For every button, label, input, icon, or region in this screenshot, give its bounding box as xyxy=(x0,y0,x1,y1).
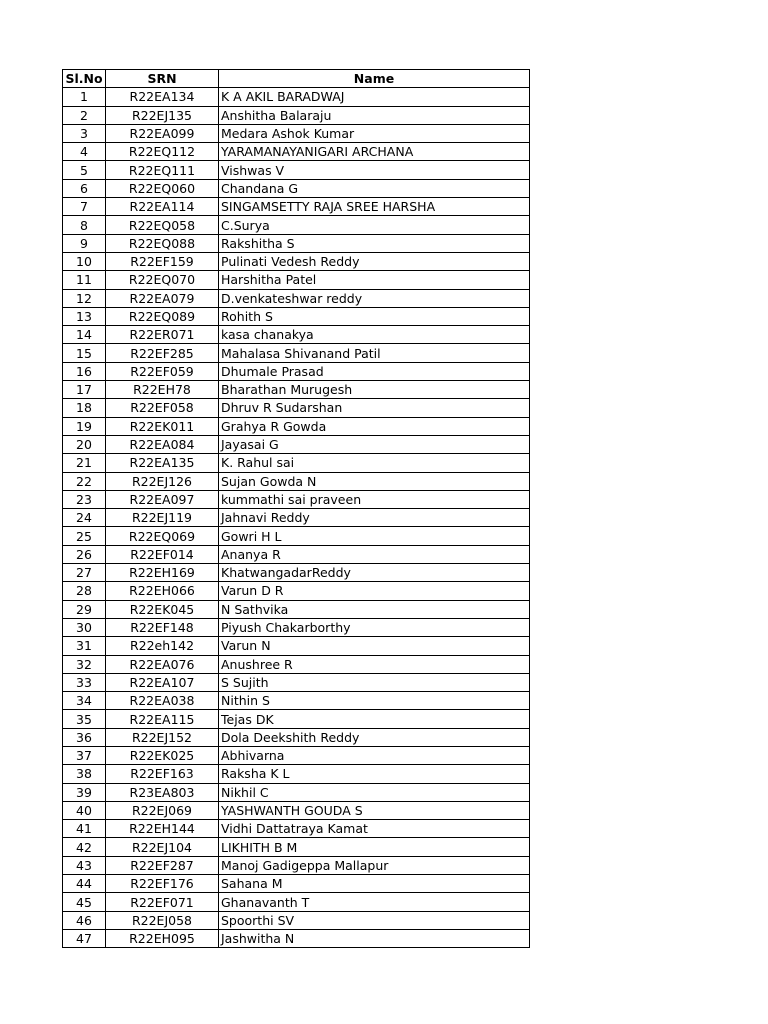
cell-slno: 29 xyxy=(63,600,106,618)
table-row xyxy=(63,252,530,270)
table-row xyxy=(63,545,530,563)
cell-slno: 17 xyxy=(63,381,106,399)
cell-name: Grahya R Gowda xyxy=(219,417,530,435)
cell-name: SINGAMSETTY RAJA SREE HARSHA xyxy=(219,198,530,216)
cell-name: Jayasai G xyxy=(219,435,530,453)
table-row xyxy=(63,655,530,673)
cell-slno: 44 xyxy=(63,875,106,893)
cell-srn: R22EH78 xyxy=(106,381,219,399)
cell-slno: 40 xyxy=(63,801,106,819)
student-table xyxy=(62,69,530,948)
cell-slno: 7 xyxy=(63,198,106,216)
cell-srn: R22EJ152 xyxy=(106,728,219,746)
cell-srn: R22EF071 xyxy=(106,893,219,911)
cell-name: Ananya R xyxy=(219,545,530,563)
header-name: Name xyxy=(219,70,530,88)
cell-slno: 42 xyxy=(63,838,106,856)
cell-name: Harshitha Patel xyxy=(219,271,530,289)
table-row xyxy=(63,929,530,947)
cell-name: Jahnavi Reddy xyxy=(219,509,530,527)
table-row xyxy=(63,271,530,289)
cell-slno: 39 xyxy=(63,783,106,801)
cell-name: Vishwas V xyxy=(219,161,530,179)
cell-slno: 24 xyxy=(63,509,106,527)
cell-slno: 31 xyxy=(63,637,106,655)
cell-srn: R22EJ135 xyxy=(106,106,219,124)
cell-srn: R22EA134 xyxy=(106,88,219,106)
cell-name: Varun N xyxy=(219,637,530,655)
header-row xyxy=(63,70,530,88)
cell-srn: R22EA038 xyxy=(106,692,219,710)
table-row xyxy=(63,216,530,234)
cell-srn: R22EK011 xyxy=(106,417,219,435)
cell-srn: R22EQ088 xyxy=(106,234,219,252)
cell-slno: 12 xyxy=(63,289,106,307)
cell-name: Bharathan Murugesh xyxy=(219,381,530,399)
cell-slno: 1 xyxy=(63,88,106,106)
cell-srn: R22EJ126 xyxy=(106,472,219,490)
table-row xyxy=(63,728,530,746)
cell-slno: 33 xyxy=(63,673,106,691)
table-row xyxy=(63,509,530,527)
cell-name: LIKHITH B M xyxy=(219,838,530,856)
cell-name: Raksha K L xyxy=(219,765,530,783)
cell-slno: 30 xyxy=(63,618,106,636)
cell-srn: R22EH144 xyxy=(106,820,219,838)
cell-srn: R22EA135 xyxy=(106,454,219,472)
cell-srn: R22EQ112 xyxy=(106,143,219,161)
table-row xyxy=(63,618,530,636)
cell-slno: 8 xyxy=(63,216,106,234)
table-row xyxy=(63,637,530,655)
table-row xyxy=(63,88,530,106)
cell-slno: 6 xyxy=(63,179,106,197)
table-row xyxy=(63,673,530,691)
cell-name: kasa chanakya xyxy=(219,326,530,344)
cell-name: D.venkateshwar reddy xyxy=(219,289,530,307)
cell-name: Rakshitha S xyxy=(219,234,530,252)
cell-slno: 38 xyxy=(63,765,106,783)
cell-name: Dola Deekshith Reddy xyxy=(219,728,530,746)
table-row xyxy=(63,564,530,582)
table-row xyxy=(63,106,530,124)
table-body xyxy=(63,88,530,948)
cell-name: K A AKIL BARADWAJ xyxy=(219,88,530,106)
cell-name: Pulinati Vedesh Reddy xyxy=(219,252,530,270)
cell-srn: R22EF163 xyxy=(106,765,219,783)
cell-slno: 36 xyxy=(63,728,106,746)
cell-srn: R22EA084 xyxy=(106,435,219,453)
cell-srn: R22EQ070 xyxy=(106,271,219,289)
cell-srn: R22EH169 xyxy=(106,564,219,582)
cell-name: Vidhi Dattatraya Kamat xyxy=(219,820,530,838)
table-row xyxy=(63,344,530,362)
cell-name: Sujan Gowda N xyxy=(219,472,530,490)
cell-srn: R22EA107 xyxy=(106,673,219,691)
cell-slno: 26 xyxy=(63,545,106,563)
table-row xyxy=(63,856,530,874)
cell-slno: 34 xyxy=(63,692,106,710)
cell-srn: R22EJ069 xyxy=(106,801,219,819)
cell-srn: R22EH066 xyxy=(106,582,219,600)
cell-slno: 23 xyxy=(63,490,106,508)
cell-name: Varun D R xyxy=(219,582,530,600)
cell-srn: R22EA079 xyxy=(106,289,219,307)
table-row xyxy=(63,582,530,600)
cell-srn: R22EA097 xyxy=(106,490,219,508)
cell-name: Nithin S xyxy=(219,692,530,710)
table-row xyxy=(63,746,530,764)
cell-slno: 5 xyxy=(63,161,106,179)
table-row xyxy=(63,362,530,380)
table-row xyxy=(63,198,530,216)
cell-slno: 46 xyxy=(63,911,106,929)
cell-name: Jashwitha N xyxy=(219,929,530,947)
cell-slno: 18 xyxy=(63,399,106,417)
cell-name: Chandana G xyxy=(219,179,530,197)
cell-srn: R22eh142 xyxy=(106,637,219,655)
cell-srn: R23EA803 xyxy=(106,783,219,801)
cell-name: C.Surya xyxy=(219,216,530,234)
cell-srn: R22EF058 xyxy=(106,399,219,417)
cell-slno: 35 xyxy=(63,710,106,728)
cell-name: Ghanavanth T xyxy=(219,893,530,911)
table-row xyxy=(63,124,530,142)
cell-name: Tejas DK xyxy=(219,710,530,728)
cell-srn: R22EH095 xyxy=(106,929,219,947)
table-row xyxy=(63,875,530,893)
cell-slno: 45 xyxy=(63,893,106,911)
table-header xyxy=(63,70,530,88)
table-row xyxy=(63,490,530,508)
cell-srn: R22EA115 xyxy=(106,710,219,728)
table-row xyxy=(63,692,530,710)
cell-name: Mahalasa Shivanand Patil xyxy=(219,344,530,362)
cell-name: Gowri H L xyxy=(219,527,530,545)
table-row xyxy=(63,911,530,929)
cell-srn: R22EQ058 xyxy=(106,216,219,234)
cell-slno: 27 xyxy=(63,564,106,582)
cell-slno: 22 xyxy=(63,472,106,490)
cell-srn: R22EF148 xyxy=(106,618,219,636)
cell-srn: R22ER071 xyxy=(106,326,219,344)
table-row xyxy=(63,307,530,325)
cell-name: YASHWANTH GOUDA S xyxy=(219,801,530,819)
cell-name: Anushree R xyxy=(219,655,530,673)
cell-slno: 16 xyxy=(63,362,106,380)
cell-srn: R22EK045 xyxy=(106,600,219,618)
cell-srn: R22EF176 xyxy=(106,875,219,893)
cell-slno: 25 xyxy=(63,527,106,545)
cell-srn: R22EF285 xyxy=(106,344,219,362)
cell-srn: R22EJ058 xyxy=(106,911,219,929)
cell-srn: R22EF159 xyxy=(106,252,219,270)
cell-slno: 21 xyxy=(63,454,106,472)
cell-name: Sahana M xyxy=(219,875,530,893)
cell-name: N Sathvika xyxy=(219,600,530,618)
cell-name: KhatwangadarReddy xyxy=(219,564,530,582)
cell-name: YARAMANAYANIGARI ARCHANA xyxy=(219,143,530,161)
table-row xyxy=(63,161,530,179)
cell-srn: R22EK025 xyxy=(106,746,219,764)
table-row xyxy=(63,710,530,728)
cell-slno: 9 xyxy=(63,234,106,252)
cell-name: Rohith S xyxy=(219,307,530,325)
cell-srn: R22EJ104 xyxy=(106,838,219,856)
header-srn: SRN xyxy=(106,70,219,88)
cell-name: Nikhil C xyxy=(219,783,530,801)
cell-srn: R22EF059 xyxy=(106,362,219,380)
cell-name: Piyush Chakarborthy xyxy=(219,618,530,636)
cell-name: K. Rahul sai xyxy=(219,454,530,472)
cell-slno: 15 xyxy=(63,344,106,362)
cell-slno: 10 xyxy=(63,252,106,270)
table-row xyxy=(63,381,530,399)
table-row xyxy=(63,893,530,911)
cell-slno: 37 xyxy=(63,746,106,764)
table-row xyxy=(63,527,530,545)
cell-name: Medara Ashok Kumar xyxy=(219,124,530,142)
table-row xyxy=(63,472,530,490)
cell-slno: 14 xyxy=(63,326,106,344)
cell-slno: 13 xyxy=(63,307,106,325)
cell-name: Dhumale Prasad xyxy=(219,362,530,380)
cell-srn: R22EQ069 xyxy=(106,527,219,545)
table-row xyxy=(63,399,530,417)
table-row xyxy=(63,234,530,252)
cell-srn: R22EQ060 xyxy=(106,179,219,197)
table-row xyxy=(63,143,530,161)
cell-name: Manoj Gadigeppa Mallapur xyxy=(219,856,530,874)
table-row xyxy=(63,435,530,453)
table-row xyxy=(63,820,530,838)
cell-slno: 4 xyxy=(63,143,106,161)
cell-slno: 43 xyxy=(63,856,106,874)
cell-name: Dhruv R Sudarshan xyxy=(219,399,530,417)
cell-slno: 32 xyxy=(63,655,106,673)
cell-name: Abhivarna xyxy=(219,746,530,764)
header-slno: Sl.No xyxy=(63,70,106,88)
cell-slno: 47 xyxy=(63,929,106,947)
cell-name: kummathi sai praveen xyxy=(219,490,530,508)
table-row xyxy=(63,289,530,307)
cell-srn: R22EA099 xyxy=(106,124,219,142)
cell-slno: 3 xyxy=(63,124,106,142)
table-row xyxy=(63,326,530,344)
table-row xyxy=(63,179,530,197)
cell-srn: R22EJ119 xyxy=(106,509,219,527)
cell-srn: R22EQ111 xyxy=(106,161,219,179)
cell-name: S Sujith xyxy=(219,673,530,691)
cell-slno: 2 xyxy=(63,106,106,124)
table-row xyxy=(63,454,530,472)
table-row xyxy=(63,838,530,856)
cell-slno: 19 xyxy=(63,417,106,435)
table-row xyxy=(63,801,530,819)
cell-slno: 28 xyxy=(63,582,106,600)
cell-slno: 11 xyxy=(63,271,106,289)
table-row xyxy=(63,765,530,783)
table-row xyxy=(63,600,530,618)
cell-srn: R22EA076 xyxy=(106,655,219,673)
cell-srn: R22EF014 xyxy=(106,545,219,563)
cell-slno: 20 xyxy=(63,435,106,453)
table-row xyxy=(63,417,530,435)
cell-name: Anshitha Balaraju xyxy=(219,106,530,124)
cell-slno: 41 xyxy=(63,820,106,838)
cell-srn: R22EA114 xyxy=(106,198,219,216)
cell-name: Spoorthi SV xyxy=(219,911,530,929)
cell-srn: R22EQ089 xyxy=(106,307,219,325)
cell-srn: R22EF287 xyxy=(106,856,219,874)
table-row xyxy=(63,783,530,801)
